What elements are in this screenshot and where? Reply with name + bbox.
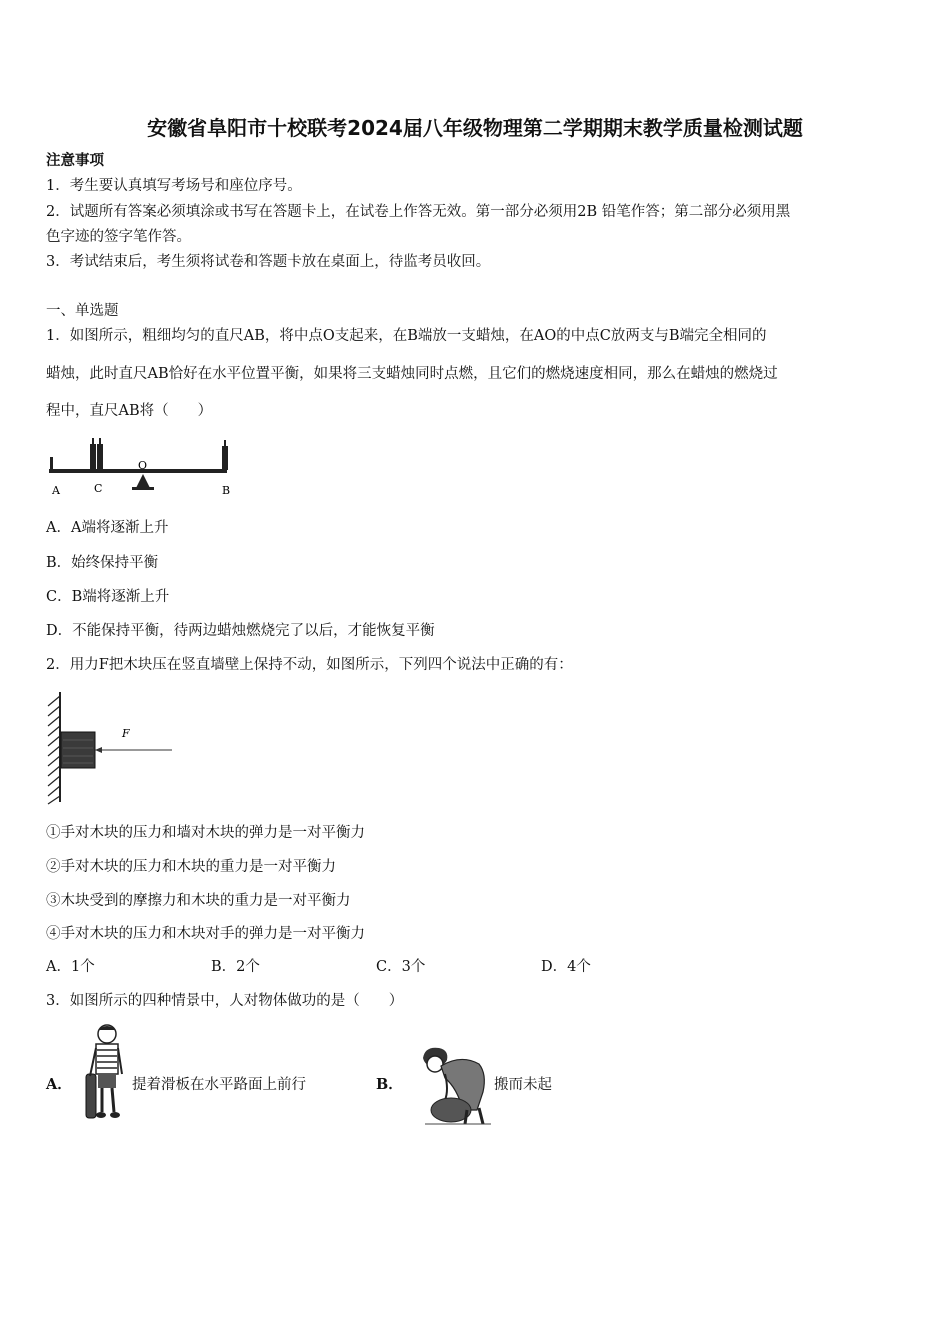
label-o: O: [138, 459, 148, 472]
wall-block-figure: [44, 690, 176, 806]
label-c: C: [94, 482, 103, 495]
q1-stem-line: 蜡烛，此时直尺AB恰好在水平位置平衡，如果将三支蜡烛同时点燃，且它们的燃烧速度相同，那么在蜡烛的燃烧过: [46, 366, 778, 382]
page-title: 安徽省阜阳市十校联考2024届八年级物理第二学期期末教学质量检测试题: [147, 116, 803, 140]
q2-statement: ③木块受到的摩擦力和木块的重力是一对平衡力: [46, 893, 351, 909]
candle-c1: [90, 444, 96, 470]
q3-option-b-text[interactable]: 搬而未起: [494, 1077, 552, 1093]
q2-statement: ②手对木块的压力和木块的重力是一对平衡力: [46, 859, 336, 875]
label-a: A: [52, 484, 60, 497]
q2-stem: 2．用力F把木块压在竖直墙壁上保持不动，如图所示，下列四个说法中正确的有：: [46, 657, 573, 673]
notice-item: 1．考生要认真填写考场号和座位序号。: [46, 178, 302, 194]
q2-option-d[interactable]: D．4个: [541, 959, 591, 975]
candle-b: [222, 446, 228, 470]
q2-option-b[interactable]: B．2个: [211, 959, 260, 975]
q2-option-c[interactable]: C．3个: [376, 959, 426, 975]
notice-item: 3．考试结束后，考生须将试卷和答题卡放在桌面上，待监考员收回。: [46, 254, 491, 270]
boy-with-skateboard-icon: [80, 1022, 130, 1126]
notice-item: 色字迹的签字笔作答。: [46, 229, 191, 245]
fulcrum: [136, 474, 150, 488]
q3-stem: 3．如图所示的四种情景中，人对物体做功的是（ ）: [46, 993, 404, 1009]
q2-statement: ①手对木块的压力和墙对木块的弹力是一对平衡力: [46, 825, 365, 841]
q1-option-b[interactable]: B．始终保持平衡: [46, 555, 159, 571]
q2-statement: ④手对木块的压力和木块对手的弹力是一对平衡力: [46, 926, 365, 942]
q3-option-a-letter[interactable]: A．: [46, 1076, 72, 1093]
force-label: F: [122, 727, 130, 740]
q1-stem-line: 1．如图所示，粗细均匀的直尺AB，将中点O支起来，在B端放一支蜡烛，在AO的中点C放两支与B端完全相同的: [46, 328, 767, 344]
q2-option-a[interactable]: A．1个: [46, 959, 95, 975]
girl-lifting-stone-icon: [405, 1044, 493, 1126]
q1-option-a[interactable]: A．A端将逐渐上升: [46, 520, 169, 536]
notice-item: 2．试题所有答案必须填涂或书写在答题卡上，在试卷上作答无效。第一部分必须用2B 铅笔作答；第二部分必须用黑: [46, 204, 791, 220]
candle-c2: [97, 444, 103, 470]
section-heading: 一、单选题: [46, 303, 119, 319]
q1-option-c[interactable]: C．B端将逐渐上升: [46, 589, 170, 605]
q3-option-b-letter[interactable]: B．: [376, 1076, 403, 1093]
label-b: B: [222, 484, 231, 497]
notice-heading: 注意事项: [46, 152, 104, 169]
q3-option-a-text[interactable]: 提着滑板在水平路面上前行: [132, 1077, 306, 1093]
q1-option-d[interactable]: D．不能保持平衡，待两边蜡烛燃烧完了以后，才能恢复平衡: [46, 623, 435, 639]
lever-figure: [46, 432, 236, 498]
q1-stem-line: 程中，直尺AB将（ ）: [46, 403, 213, 419]
